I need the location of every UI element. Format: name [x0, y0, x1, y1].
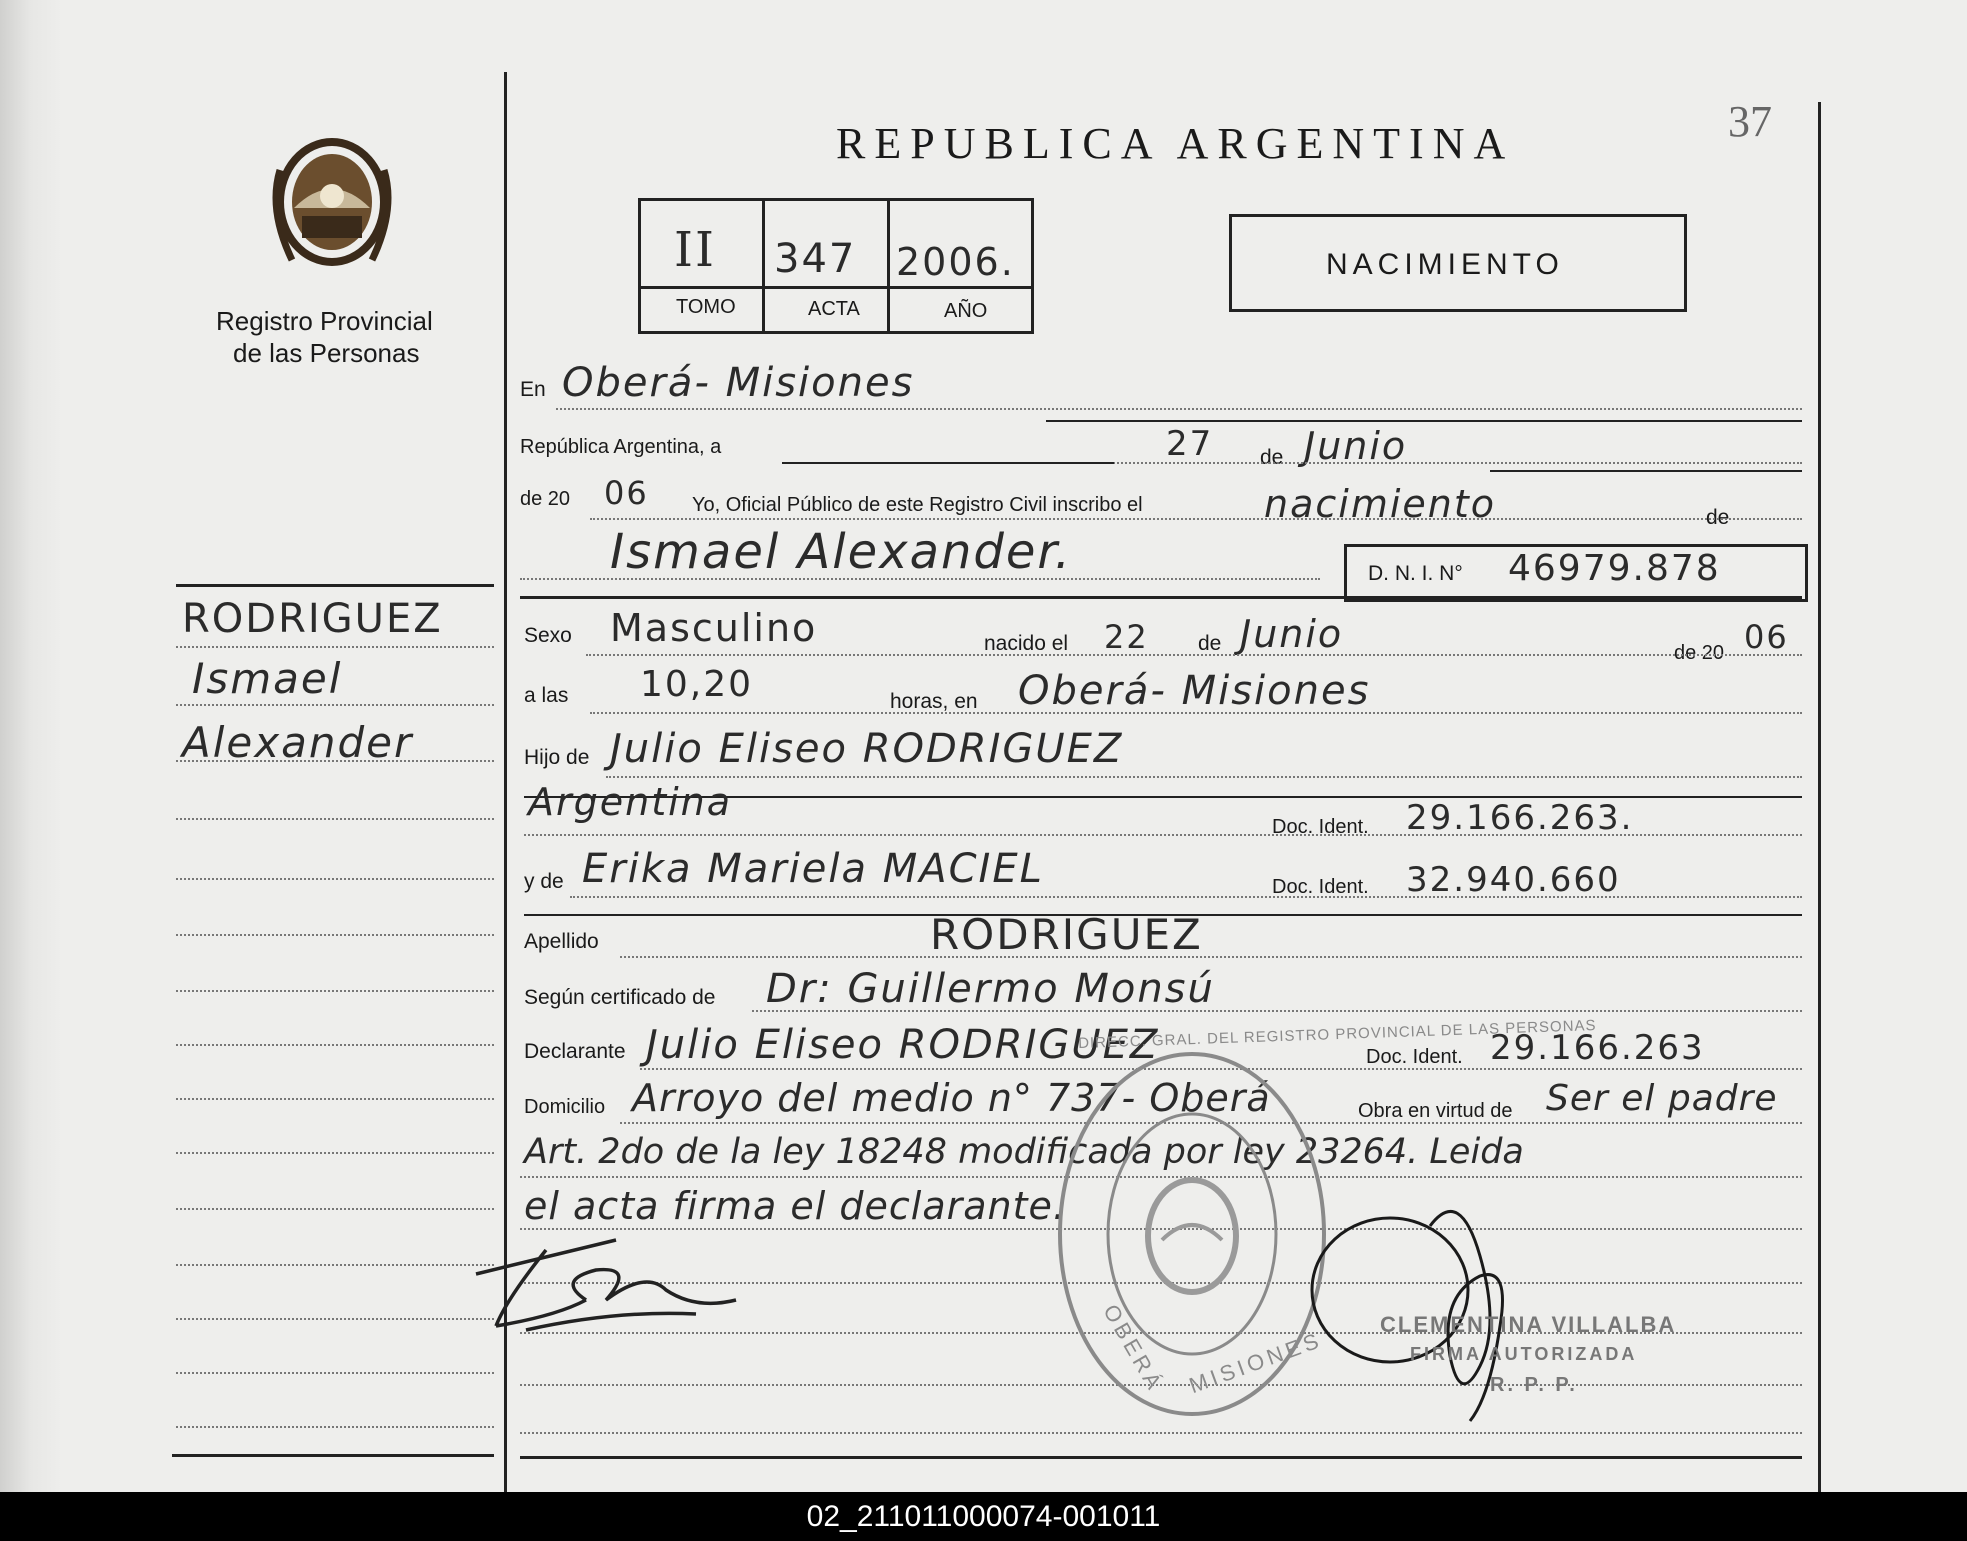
declarant-signature	[466, 1230, 756, 1340]
registry-name-line1: Registro Provincial	[216, 306, 433, 336]
frame-right-rule	[1818, 102, 1821, 1492]
declarante-label: Declarante	[524, 1040, 626, 1063]
obra-value: Ser el padre	[1546, 1078, 1778, 1119]
oficial-text: Yo, Oficial Público de este Registro Civil inscribo el	[692, 494, 1143, 516]
province-seal	[262, 130, 402, 280]
father-nationality: Argentina	[528, 780, 733, 824]
birth-month-value: Junio	[1240, 612, 1344, 656]
horas-label: horas, en	[890, 690, 978, 713]
anio-value: 2006.	[896, 240, 1015, 284]
obra-label: Obra en virtud de	[1358, 1100, 1513, 1122]
month-value: Junio	[1304, 424, 1408, 468]
registry-name-line2: de las Personas	[233, 338, 420, 368]
birth-year-value: 06	[1744, 618, 1789, 656]
mother-value: Erika Mariela MACIEL	[582, 846, 1044, 892]
republica-label: República Argentina, a	[520, 436, 722, 458]
declarante-doc-value: 29.166.263	[1490, 1028, 1705, 1068]
footer-code: 02_211011000074-001011	[0, 1492, 1967, 1541]
margin-name2: Alexander	[182, 718, 414, 767]
margin-name1: Ismael	[192, 654, 343, 703]
country-title: REPUBLICA ARGENTINA	[836, 119, 1515, 168]
hijo-label: Hijo de	[524, 746, 590, 769]
margin-surname: RODRIGUEZ	[182, 596, 443, 642]
free-text-line1: Art. 2do de la ley 18248 modificada por ley 23264. Leida	[524, 1132, 1524, 1172]
child-name: Ismael Alexander.	[610, 524, 1072, 580]
doc-label-2: Doc. Ident.	[1272, 876, 1369, 898]
sexo-value: Masculino	[610, 606, 818, 650]
official-stamp	[1052, 1040, 1332, 1428]
domicilio-label: Domicilio	[524, 1096, 606, 1118]
acta-label: ACTA	[808, 298, 860, 320]
birth-place-value: Oberá- Misiones	[1018, 668, 1371, 714]
alas-label: a las	[524, 684, 569, 707]
de-label-3: de	[1198, 632, 1222, 655]
folio-number: 37	[1728, 97, 1772, 146]
de20-label: de 20	[520, 488, 571, 510]
year-value: 06	[604, 474, 649, 512]
signer-title: FIRMA AUTORIZADA	[1410, 1344, 1638, 1364]
stamp-icon	[1052, 1040, 1332, 1428]
stamp-ring-text: DIRECC. GRAL. DEL REGISTRO PROVINCIAL DE LAS PERSONAS	[1077, 1016, 1597, 1053]
nacido-label: nacido el	[984, 632, 1069, 655]
father-value: Julio Eliseo RODRIGUEZ	[610, 726, 1124, 772]
declarante-value: Julio Eliseo RODRIGUEZ	[646, 1022, 1160, 1068]
acto-value: nacimiento	[1264, 482, 1497, 526]
place-value: Oberá- Misiones	[562, 360, 915, 406]
domicilio-value: Arroyo del medio n° 737- Oberá	[632, 1076, 1271, 1120]
tomo-label: TOMO	[676, 296, 736, 318]
father-doc-value: 29.166.263.	[1406, 798, 1634, 838]
dni-label: D. N. I. N°	[1368, 562, 1463, 585]
signer-org: R. P. P.	[1490, 1374, 1578, 1396]
free-text-line2: el acta firma el declarante.	[524, 1184, 1067, 1228]
dni-value: 46979.878	[1508, 548, 1721, 589]
certificado-value: Dr: Guillermo Monsú	[766, 966, 1215, 1012]
en-label: En	[520, 378, 546, 401]
nacimiento-label: NACIMIENTO	[1326, 248, 1564, 281]
apellido-value: RODRIGUEZ	[930, 910, 1203, 959]
birth-day-value: 22	[1104, 618, 1149, 656]
stamp-city: OBERÁ	[1098, 1300, 1169, 1397]
stamp-province: MISIONES	[1185, 1326, 1326, 1399]
apellido-label: Apellido	[524, 930, 599, 953]
segun-label: Según certificado de	[524, 986, 716, 1009]
acta-value: 347	[774, 236, 857, 282]
hour-value: 10,20	[640, 664, 754, 705]
doc-label-3: Doc. Ident.	[1366, 1046, 1463, 1068]
de-label: de	[1260, 446, 1284, 469]
mother-doc-value: 32.940.660	[1406, 860, 1621, 900]
tomo-value: II	[674, 222, 716, 278]
day-value: 27	[1166, 424, 1214, 464]
yde-label: y de	[524, 870, 564, 893]
de-label-2: de	[1706, 506, 1730, 529]
margin-bottom-rule	[172, 1454, 494, 1457]
signature-icon	[466, 1230, 756, 1340]
sexo-label: Sexo	[524, 624, 572, 647]
doc-label: Doc. Ident.	[1272, 816, 1369, 838]
seal-icon	[262, 130, 402, 280]
form-bottom-rule	[520, 1456, 1802, 1459]
anio-label: AÑO	[944, 300, 988, 322]
de20-label-2: de 20	[1674, 642, 1725, 664]
margin-top-rule	[176, 584, 494, 587]
signer-name: CLEMENTINA VILLALBA	[1380, 1312, 1677, 1337]
